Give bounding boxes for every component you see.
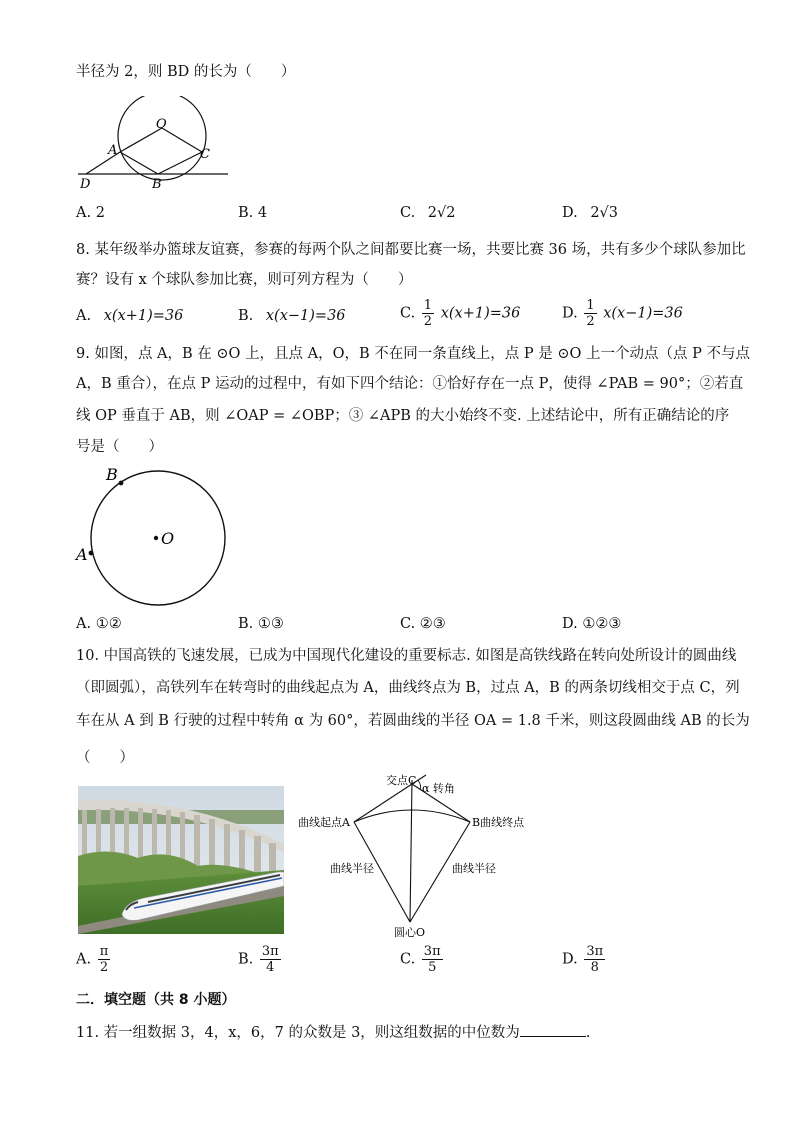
- q7-option-d[interactable]: [562, 203, 618, 223]
- q11-line: [76, 1022, 590, 1043]
- q7-label-c: C: [200, 147, 210, 162]
- q7-label-d: D: [80, 177, 91, 192]
- q7-label-a: A: [108, 143, 118, 158]
- q8-option-a-value: x(x+1)=36: [103, 308, 184, 324]
- q10-option-a-fraction: [98, 944, 111, 975]
- q10-label-intersection: 交点C: [386, 774, 417, 787]
- q8-option-d[interactable]: [562, 298, 683, 329]
- q10-label-start: 曲线起点A: [298, 816, 350, 829]
- q8-option-a[interactable]: [76, 306, 183, 326]
- q10-option-c-numerator: 3π: [423, 944, 441, 959]
- q10-line-1: 10. 中国高铁的飞速发展，已成为中国现代化建设的重要标志. 如图是高铁线路在转向处所设计的圆曲线: [76, 648, 737, 664]
- q10-option-d[interactable]: [562, 944, 607, 975]
- q7-stem: 半径为 2，则 BD 的长为（ ）: [76, 64, 296, 80]
- q9-line-1: 9. 如图，点 A，B 在 ⊙O 上，且点 A，O，B 不在同一条直线上，点 P 是 ⊙O 上一个动点（点 P 不与点: [76, 346, 750, 362]
- q8-option-d-denominator: 2: [586, 314, 595, 329]
- q8-line-2: 赛？设有 x 个球队参加比赛，则可列方程为（ ）: [76, 272, 413, 288]
- q9-figure: [74, 464, 234, 610]
- q8-option-b-label: B.: [238, 308, 254, 324]
- q7-label-o: O: [156, 117, 167, 132]
- q10-option-a-denominator: 2: [99, 960, 109, 975]
- q11-answer-blank[interactable]: [520, 1022, 586, 1037]
- q9-label-o: O: [161, 529, 175, 548]
- q7-option-d-value: 2√3: [590, 205, 619, 221]
- q8-option-c-denominator: 2: [423, 314, 433, 329]
- q10-line-2: （即圆弧），高铁列车在转弯时的曲线起点为 A，曲线终点为 B，过点 A，B 的两条切线相交于点 C，列: [76, 680, 740, 696]
- q8-option-d-value: x(x−1)=36: [603, 305, 683, 322]
- q10-line-4: （ ）: [76, 750, 134, 766]
- q10-label-angle: α 转角: [422, 782, 455, 795]
- q9-option-b[interactable]: B. ①③: [238, 616, 284, 632]
- q10-option-b-label: B.: [238, 951, 254, 968]
- q10-option-b-numerator: 3π: [261, 944, 279, 959]
- q10-label-center: 圆心O: [394, 926, 426, 939]
- q7-label-b: B: [152, 177, 162, 192]
- q10-option-d-fraction: [584, 944, 605, 975]
- q7-figure: [76, 96, 236, 192]
- q9-line-3: 线 OP 垂直于 AB，则 ∠OAP = ∠OBP；③ ∠APB 的大小始终不变. 上述结论中，所有正确结论的序: [76, 408, 730, 424]
- q7-option-d-label: D.: [562, 205, 578, 221]
- q8-option-b-value: x(x−1)=36: [265, 308, 346, 324]
- q11-text: 11. 若一组数据 3，4，x，6，7 的众数是 3，则这组数据的中位数为: [76, 1025, 520, 1041]
- q10-option-c[interactable]: [400, 944, 445, 975]
- q10-option-c-label: C.: [400, 951, 416, 968]
- q8-option-c-fraction: [422, 298, 434, 329]
- q9-line-4: 号是（ ）: [76, 439, 163, 455]
- q10-figure: [296, 770, 536, 942]
- q8-option-b[interactable]: [238, 306, 346, 326]
- train-photo: [78, 786, 284, 934]
- q10-option-b[interactable]: [238, 944, 283, 975]
- q10-label-radius-right: 曲线半径: [452, 862, 496, 875]
- q8-option-c[interactable]: [400, 298, 520, 329]
- q8-option-d-fraction: [584, 298, 596, 329]
- q7-option-c-value: 2√2: [427, 205, 456, 221]
- q10-line-3: 车在从 A 到 B 行驶的过程中转角 α 为 60°，若圆曲线的半径 OA = 1.8 千米，则这段圆曲线 AB 的长为: [76, 713, 750, 729]
- q10-option-a[interactable]: [76, 944, 112, 975]
- q10-option-b-denominator: 4: [266, 960, 275, 975]
- q10-label-end: B曲线终点: [472, 816, 525, 829]
- q10-option-b-fraction: [260, 944, 281, 975]
- q9-line-2: A，B 重合），在点 P 运动的过程中，有如下四个结论：①恰好存在一点 P，使得 ∠PAB = 90°；②若直: [76, 376, 744, 392]
- q9-label-a: A: [76, 545, 88, 564]
- q10-option-c-denominator: 5: [428, 960, 437, 975]
- q10-option-a-numerator: π: [99, 944, 109, 959]
- q9-option-a[interactable]: A. ①②: [76, 616, 122, 632]
- q7-option-c-label: C.: [400, 205, 416, 221]
- q9-label-b: B: [106, 465, 118, 484]
- q8-line-1: 8. 某年级举办篮球友谊赛，参赛的每两个队之间都要比赛一场，共要比赛 36 场，共有多少个球队参加比: [76, 242, 746, 258]
- q9-option-d[interactable]: D. ①②③: [562, 616, 622, 632]
- section-2-heading: 二．填空题（共 8 小题）: [76, 992, 236, 1008]
- q8-option-c-label: C.: [400, 305, 416, 322]
- q10-option-d-denominator: 8: [590, 960, 599, 975]
- q9-option-c[interactable]: C. ②③: [400, 616, 446, 632]
- q7-option-b[interactable]: B. 4: [238, 205, 268, 221]
- q8-option-a-label: A.: [76, 308, 92, 324]
- q7-option-c[interactable]: [400, 203, 456, 223]
- q11-tail: .: [585, 1025, 591, 1041]
- q10-option-d-label: D.: [562, 951, 578, 968]
- q7-option-a[interactable]: A. 2: [76, 205, 105, 221]
- q10-label-radius-left: 曲线半径: [330, 862, 374, 875]
- q10-option-d-numerator: 3π: [586, 944, 604, 959]
- q8-option-c-value: x(x+1)=36: [440, 305, 521, 322]
- q8-option-c-numerator: 1: [423, 298, 433, 313]
- q8-option-d-numerator: 1: [586, 298, 595, 313]
- q10-option-a-label: A.: [76, 951, 92, 968]
- q10-option-c-fraction: [422, 944, 443, 975]
- q8-option-d-label: D.: [562, 305, 578, 322]
